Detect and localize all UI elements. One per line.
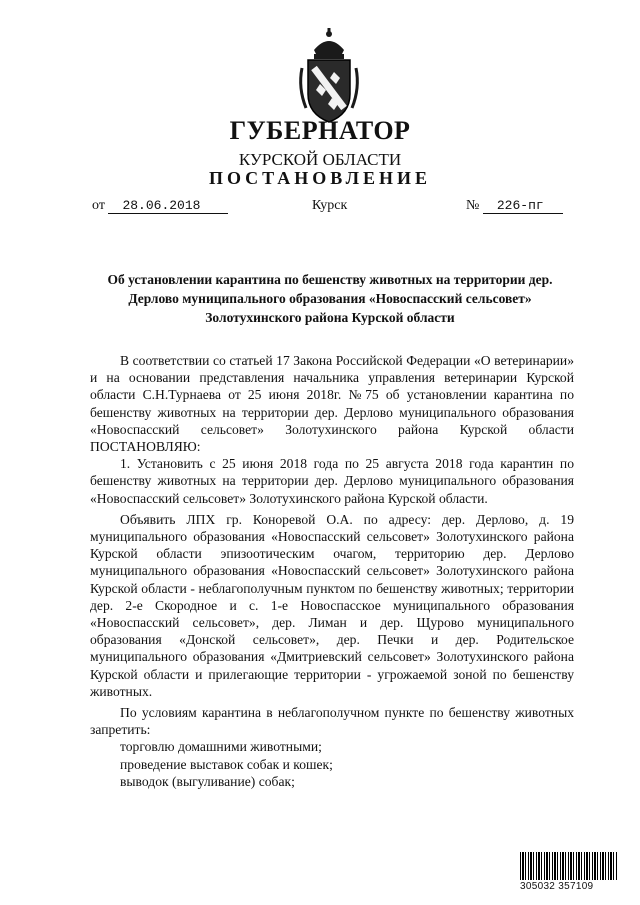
- list-item: торговлю домашними животными;: [120, 739, 322, 755]
- document-city: Курск: [312, 198, 348, 213]
- paragraph-declare-zones: Объявить ЛПХ гр. Коноревой О.А. по адресу: дер. Дерлово, д. 19 муниципального образования «Новоспасский сельсовет» Золотухинского района Курской области эпизоотическим очагом, территорию дер. Дерлово муниципального образования «Новоспасский сельсовет» Золотухинского района Курской области - неблагополучным пунктом по бешенству животных; территории дер. 2-е Скородное и с. 1-е Новоспасское муниципального образования «Новоспасский сельсовет», дер. Лиман и дер. Щурово муниципального образования «Донской сельсовет», дер. Печки и дер. Родительское муниципального образования «Дмитриевский сельсовет» Золотухинского района Курской области и прилегающие территории - угрожаемой зоной по бешенству животных.: [90, 511, 574, 699]
- list-item: проведение выставок собак и кошек;: [120, 756, 333, 772]
- paragraph-preamble: В соответствии со статьей 17 Закона Российской Федерации «О ветеринарии» и на основании представления начальника управления ветеринарии Курской области С.Н.Турнаева от 25 июня 2018г. №75 об установлении карантина по бешенству животных на территории дер. Дерлово муниципального образования «Новоспасский сельсовет» Золотухинского района Курской области ПОСТАНОВЛЯЮ:: [90, 353, 574, 455]
- number-prefix: №: [466, 198, 480, 213]
- paragraph-quarantine: 1. Установить с 25 июня 2018 года по 25 августа 2018 года карантин по бешенству животных на территории дер. Дерлово муниципального образования «Новоспасский сельсовет» Золотухинского района Курской области.: [90, 456, 574, 506]
- barcode-number: 305032 357109: [520, 881, 594, 892]
- date-prefix: от: [92, 198, 105, 213]
- region-title: КУРСКОЙ ОБЛАСТИ: [238, 150, 402, 169]
- date-value: 28.06.2018: [108, 198, 228, 214]
- number-value: 226-пг: [483, 198, 563, 214]
- paragraph-prohibitions: По условиям карантина в неблагополучном пункте по бешенству животных запретить:: [90, 705, 574, 738]
- governor-title: ГУБЕРНАТОР: [229, 116, 411, 145]
- document-type-title: ПОСТАНОВЛЕНИЕ: [208, 168, 432, 188]
- barcode-bars: [520, 852, 618, 880]
- document-subject: Об установлении карантина по бешенству животных на территории дер. Дерлово муниципального образования «Новоспасский сельсовет» Золотухинского района Курской области: [107, 272, 553, 325]
- document-date: [92, 198, 228, 214]
- barcode: [520, 852, 618, 892]
- document-body: [90, 352, 574, 790]
- coat-of-arms-icon: [296, 28, 362, 128]
- list-item: выводок (выгуливание) собак;: [120, 773, 295, 789]
- document-number: [466, 198, 563, 214]
